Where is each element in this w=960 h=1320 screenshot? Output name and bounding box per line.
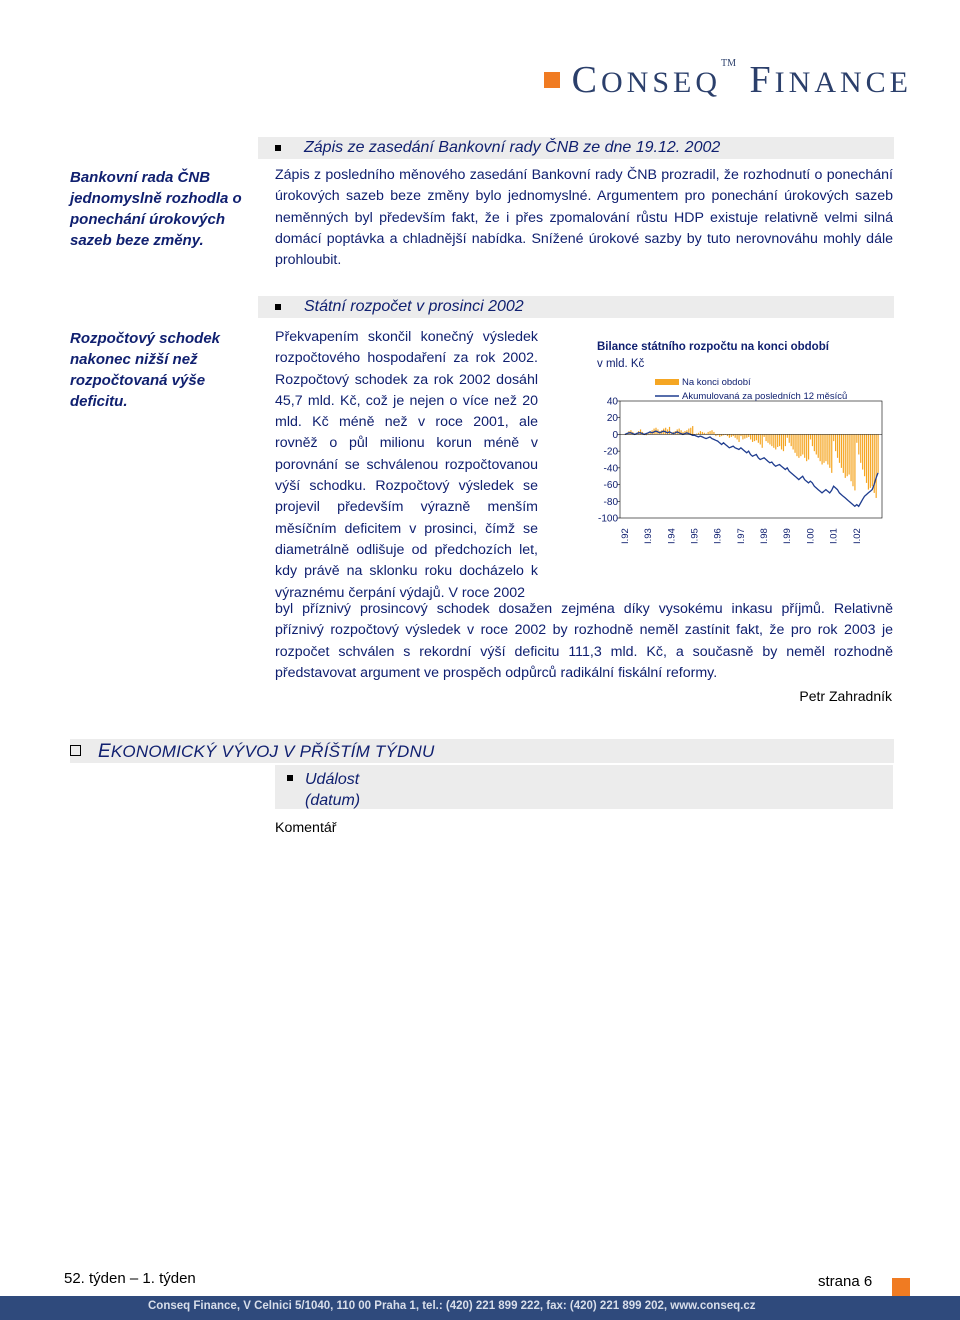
bar (783, 434, 784, 451)
bar (858, 434, 859, 454)
bar (825, 434, 826, 461)
bar (764, 434, 765, 437)
bar (806, 434, 807, 461)
legend-swatch-bars (655, 379, 679, 385)
x-tick-label: I.00 (805, 528, 817, 544)
logo (544, 58, 912, 102)
bar (866, 434, 867, 482)
y-tick-label: 20 (606, 413, 618, 425)
bar (709, 431, 710, 434)
bar (708, 432, 709, 435)
bar (760, 434, 761, 444)
comment: Komentář (275, 820, 337, 836)
legend-label-line: Akumulovaná za posledních 12 měsíců (682, 391, 848, 402)
bar (843, 434, 844, 472)
bar (833, 434, 834, 441)
chart-title: Bilance státního rozpočtu na konci období (597, 341, 829, 353)
bar (856, 434, 857, 442)
bar (787, 434, 788, 437)
bar (847, 434, 848, 476)
bar (771, 434, 772, 446)
bar (750, 434, 751, 439)
bar (719, 434, 720, 437)
bar (700, 431, 701, 434)
bar (820, 434, 821, 461)
bar (793, 434, 794, 449)
chart-unit: v mld. Kč (597, 358, 645, 370)
plot-frame (620, 401, 882, 518)
x-tick-label: I.99 (782, 528, 794, 544)
bar (827, 434, 828, 464)
paragraph-budget-narrow: Překvapením skončil konečný výsledek rozpočtového hospodaření za rok 2002. Rozpočtový schodek za rok 2002 dosáhl 45,7 mld. Kč, což je nejen o více než 20 mld. Kč méně než v roce 2001, ale rovněž o půl milionu korun méně v porovnání se schválenou rozpočtovanou výší schodku. Rozpočtový výsledek se projevil především výrazně menším měsíčním deficitem v prosinci, čímž se diametrálně odlišuje od předchozích let, kdy právě na sklonku roku docházelo k výraznému čerpání výdajů. V roce 2002 (275, 329, 538, 601)
bar (814, 434, 815, 451)
bar (727, 434, 728, 436)
bar (789, 434, 790, 442)
bar (868, 434, 869, 489)
side-note-cnb: Bankovní rada ČNB jednomyslně rozhodla o ponechání úrokových sazeb beze změny. (70, 169, 242, 249)
bullet-icon (275, 304, 281, 310)
y-tick-label: 40 (606, 396, 618, 408)
bar (796, 434, 797, 456)
bar (698, 433, 699, 435)
y-tick-label: -60 (603, 480, 618, 492)
bar (746, 434, 747, 437)
section-heading-budget (258, 296, 894, 318)
legend-label-bars: Na konci období (682, 377, 751, 388)
bar (802, 434, 803, 454)
footer-contact: Conseq Finance, V Celnici 5/1040, 110 00 Praha 1, tel.: (420) 221 899 222, fax: (420) 221 899 202, www.conseq.cz (148, 1300, 756, 1312)
x-tick-label: I.02 (851, 528, 863, 544)
x-tick-label: I.92 (620, 528, 631, 544)
bar (669, 427, 670, 435)
bar (823, 434, 824, 462)
bar (810, 434, 811, 439)
footer-bar (0, 1296, 960, 1320)
bar (872, 434, 873, 486)
logo-text: CONSEQ™ FINANCE (571, 58, 912, 101)
footer-week: 52. týden – 1. týden (64, 1270, 196, 1287)
bar (870, 434, 871, 487)
bar (829, 434, 830, 467)
bar (731, 434, 732, 437)
bar (702, 432, 703, 435)
bar (831, 434, 832, 472)
x-tick-label: I.96 (712, 528, 724, 544)
bar (849, 434, 850, 474)
x-tick-label: I.95 (689, 528, 701, 544)
logo-square-icon (544, 72, 560, 88)
budget-chart (590, 335, 895, 570)
bar (762, 434, 763, 447)
bar (758, 434, 759, 442)
bar (837, 434, 838, 457)
bar (804, 434, 805, 457)
x-tick-label: I.93 (643, 528, 655, 544)
event-text: Událost (datum) (305, 771, 361, 809)
bar (794, 434, 795, 452)
bar (845, 434, 846, 477)
side-note-budget: Rozpočtový schodek nakonec nižší než rozpočtovaná výše deficitu. (70, 330, 221, 410)
bar (835, 434, 836, 451)
bar (742, 434, 743, 439)
x-tick-label: I.97 (735, 528, 747, 544)
bar (744, 434, 745, 438)
checkbox-bullet-icon (70, 745, 81, 756)
bar (740, 434, 741, 436)
bar (729, 434, 730, 437)
footer-page: strana 6 (818, 1273, 873, 1290)
heading-text: Zápis ze zasedání Bankovní rady ČNB ze dne 19.12. 2002 (304, 139, 721, 156)
bar (816, 434, 817, 454)
bar (852, 434, 853, 486)
bar (721, 434, 722, 436)
bar (775, 434, 776, 449)
bar (765, 434, 766, 441)
bar (854, 434, 855, 490)
bar (791, 434, 792, 446)
bar (878, 434, 879, 472)
bar (876, 434, 877, 498)
y-tick-label: -20 (603, 446, 618, 458)
bar (850, 434, 851, 481)
econ-title: EKONOMICKÝ VÝVOJ V PŘÍŠTÍM TÝDNU (98, 741, 435, 762)
bar (704, 433, 705, 435)
bar (756, 434, 757, 440)
bar (738, 434, 739, 442)
x-tick-label: I.01 (828, 528, 840, 544)
bar (808, 434, 809, 459)
bar (692, 426, 693, 434)
bar (779, 434, 780, 446)
bar (733, 434, 734, 436)
x-tick-label: I.98 (759, 528, 771, 544)
section-heading-cnb (258, 137, 894, 159)
chart-svg (590, 335, 895, 570)
bar (781, 434, 782, 449)
bar (748, 434, 749, 437)
bar (839, 434, 840, 462)
footer-square-icon (892, 1278, 910, 1296)
event-box (275, 765, 893, 809)
bar (821, 434, 822, 464)
bar (812, 434, 813, 446)
bar (711, 430, 712, 434)
bar (767, 434, 768, 442)
bar (690, 428, 691, 435)
author: Petr Zahradník (799, 688, 892, 704)
bar (841, 434, 842, 467)
bar (713, 432, 714, 435)
y-tick-label: -80 (603, 496, 618, 508)
bar (800, 434, 801, 456)
bullet-icon (275, 145, 281, 151)
bar (860, 434, 861, 462)
bar (735, 434, 736, 437)
y-tick-label: -40 (603, 463, 618, 475)
bar (798, 434, 799, 457)
bar (862, 434, 863, 469)
y-tick-label: -100 (597, 513, 618, 525)
bar (785, 434, 786, 446)
bar (715, 434, 716, 436)
bar (769, 434, 770, 444)
bar (773, 434, 774, 447)
bar (752, 434, 753, 442)
y-tick-label: 0 (612, 429, 618, 441)
bullet-icon (287, 775, 293, 781)
x-tick-label: I.94 (666, 528, 678, 544)
bar (864, 434, 865, 476)
paragraph-budget-wide: byl příznivý prosincový schodek dosažen zejména díky vysokému inkasu příjmů. Relativně příznivý rozpočtový výsledek v roce 2002 by rozhodně neměl zastínit fakt, že pro rok 2003 je rozpočet schválen s rekordní výší deficitu 111,3 mld. Kč, a současně by neměl rozhodně představovat argument ve prospěch odpůrců radikální fiskální reformy. (275, 601, 893, 681)
bar (754, 434, 755, 441)
paragraph-cnb: Zápis z posledního měnového zasedání Bankovní rady ČNB prozradil, že rozhodnutí o ponechání úrokových sazeb beze změny bylo jednomyslné. Argumentem pro ponechání úrokových sazeb neměnných byl především fakt, že i přes zpomalování růstu HDP existuje relativně velmi silná domácí poptávka a chladnější nabídka. Snížené úrokové sazby by tuto nerovnováhu mohly dále prohloubit. (275, 167, 893, 269)
heading-text: Státní rozpočet v prosinci 2002 (304, 298, 524, 315)
bar (737, 434, 738, 439)
section-heading-econ (70, 739, 894, 763)
bar (777, 434, 778, 447)
bar (818, 434, 819, 457)
